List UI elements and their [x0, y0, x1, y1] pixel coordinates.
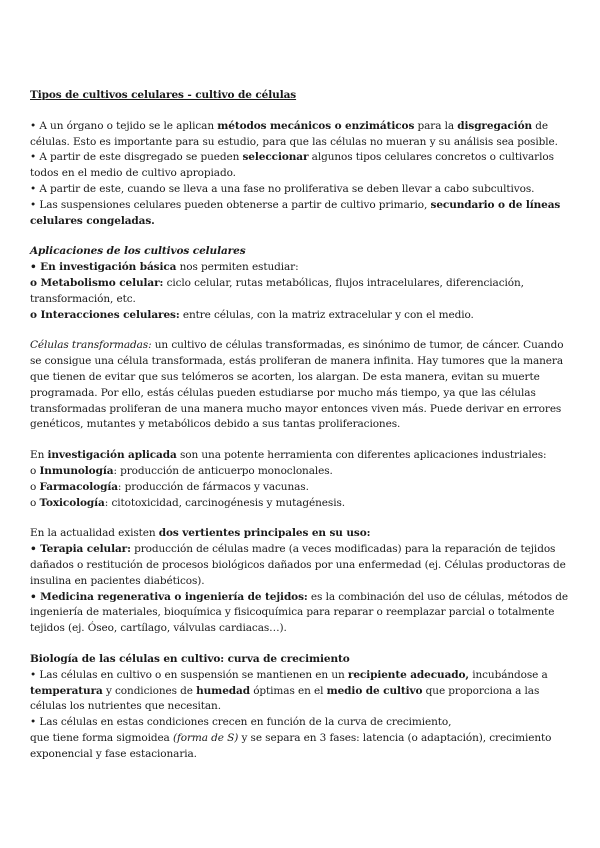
intro-paragraph-1: • A un órgano o tejido se le aplican métodos mecánicos o enzimáticos para la disgregación de células. Esto es importante para su estudio, para que las células no mueran y su análisis sea posible.: [30, 119, 558, 148]
aplicaciones-heading: Aplicaciones de los cultivos celulares: [30, 245, 246, 258]
biologia-paragraph-3: que tiene forma sigmoidea (forma de S) y se separa en 3 fases: latencia (o adaptación), crecimiento exponencial y fase estacionaria.: [30, 731, 552, 760]
interacciones-celulares-item: o Interacciones celulares: entre células, con la matriz extracelular y con el medio.: [30, 308, 474, 321]
biologia-paragraph-1: • Las células en cultivo o en suspensión se mantienen en un recipiente adecuado, incubándose a temperatura y condiciones de humedad óptimas en el medio de cultivo que proporciona a las células los nutrientes que necesitan.: [30, 668, 548, 713]
biologia-heading: Biología de las células en cultivo: curva de crecimiento: [30, 652, 350, 665]
medicina-regenerativa-item: • Medicina regenerativa o ingeniería de tejidos: es la combinación del uso de células, métodos de ingeniería de materiales, bioquímica y fisicoquímica para reparar o reemplazar parcial o totalmente tejidos (ej. Óseo, cartílago, válvulas cardiacas…).: [30, 590, 568, 635]
intro-paragraph-2: • A partir de este disgregado se pueden seleccionar algunos tipos celulares concretos o cultivarlos todos en el medio de cultivo apropiado.: [30, 151, 554, 180]
biologia-paragraph-2: • Las células en estas condiciones crecen en función de la curva de crecimiento,: [30, 716, 452, 729]
document-title: Tipos de cultivos celulares - cultivo de células: [30, 89, 297, 101]
investigacion-aplicada-intro: En investigación aplicada son una potente herramienta con diferentes aplicaciones industriales:: [30, 449, 547, 462]
metabolismo-celular-item: o Metabolismo celular: ciclo celular, rutas metabólicas, flujos intracelulares, diferenciación, transformación, etc.: [30, 276, 524, 305]
intro-paragraph-3: • A partir de este, cuando se lleva a una fase no proliferativa se deben llevar a cabo subcultivos.: [30, 182, 535, 195]
farmacologia-item: o Farmacología: producción de fármacos y vacunas.: [30, 480, 309, 493]
celulas-transformadas-paragraph: Células transformadas: un cultivo de células transformadas, es sinónimo de tumor, de cáncer. Cuando se consigue una célula transformada, estás proliferan de manera infinita. Hay tumores que la manera que tienen de evitar que sus telómeros se acorten, los alargan. De esta manera, evitan su muerte programada. Por ello, estás células pueden estudiarse por mucho más tiempo, ya que las células transformadas proliferan de una manera mucho mayor entonces viven más. Puede derivar en errores genéticos, mutantes y metabólicos debido a sus tantas proliferaciones.: [30, 339, 564, 431]
inmunologia-item: o Inmunología: producción de anticuerpo monoclonales.: [30, 464, 333, 477]
toxicologia-item: o Toxicología: citotoxicidad, carcinogénesis y mutagénesis.: [30, 496, 345, 509]
vertientes-intro: En la actualidad existen dos vertientes principales en su uso:: [30, 527, 371, 540]
terapia-celular-item: • Terapia celular: producción de células madre (a veces modificadas) para la reparación de tejidos dañados o restitución de procesos biológicos dañados por una enfermedad (ej. Células productoras de insulina en pacientes diabéticos).: [30, 543, 566, 587]
investigacion-basica-line: • En investigación básica nos permiten estudiar:: [30, 261, 299, 274]
intro-paragraph-4: • Las suspensiones celulares pueden obtenerse a partir de cultivo primario, secundario o de líneas celulares congeladas.: [30, 198, 561, 227]
